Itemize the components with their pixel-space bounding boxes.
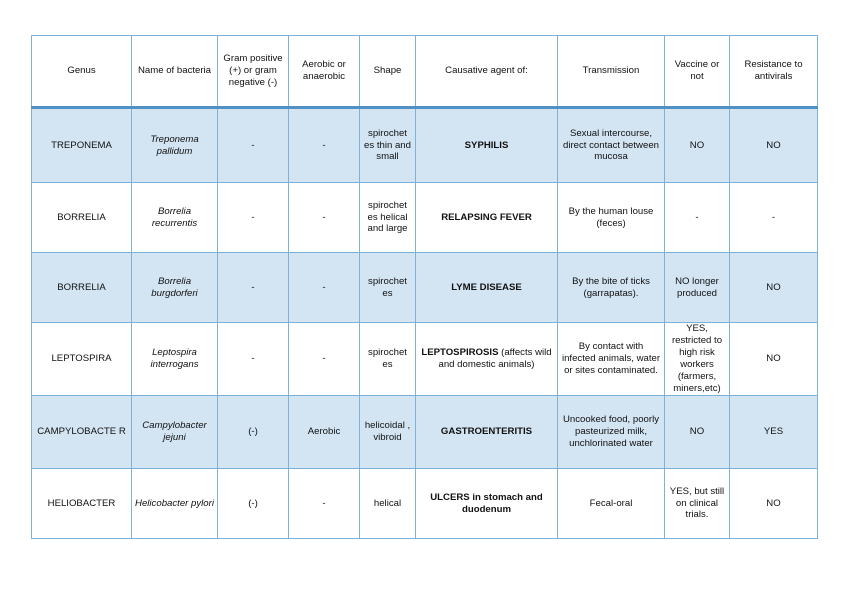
bacteria-name-cell: Borrelia burgdorferi xyxy=(132,253,218,323)
vaccine-cell: NO xyxy=(665,396,730,469)
header-disease: Causative agent of: xyxy=(416,36,558,108)
header-resistance: Resistance to antivirals xyxy=(730,36,818,108)
vaccine-cell: YES, restricted to high risk workers (farmers, miners,etc) xyxy=(665,323,730,396)
vaccine-cell: - xyxy=(665,183,730,253)
disease-name: SYPHILIS xyxy=(464,139,509,151)
genus-cell: LEPTOSPIRA xyxy=(32,323,132,396)
genus-cell: HELIOBACTER xyxy=(32,469,132,539)
resistance-cell: NO xyxy=(730,469,818,539)
table-row xyxy=(32,469,818,539)
header-genus: Genus xyxy=(32,36,132,108)
header-transmission: Transmission xyxy=(558,36,665,108)
header-row xyxy=(32,36,818,108)
transmission-cell: Uncooked food, poorly pasteurized milk, unchlorinated water xyxy=(558,396,665,469)
gram-cell: (-) xyxy=(218,469,289,539)
shape-cell: spirochet es xyxy=(360,323,416,396)
header-vaccine: Vaccine or not xyxy=(665,36,730,108)
resistance-cell: NO xyxy=(730,253,818,323)
bacteria-name-cell: Helicobacter pylori xyxy=(132,469,218,539)
vaccine-cell: YES, but still on clinical trials. xyxy=(665,469,730,539)
bacteria-name-cell: Campylobacter jejuni xyxy=(132,396,218,469)
header-gram: Gram positive (+) or gram negative (-) xyxy=(218,36,289,108)
resistance-cell: YES xyxy=(730,396,818,469)
table-row xyxy=(32,183,818,253)
resistance-cell: NO xyxy=(730,108,818,183)
bacteria-table xyxy=(31,35,818,539)
vaccine-cell: NO xyxy=(665,108,730,183)
table-row xyxy=(32,253,818,323)
genus-cell: BORRELIA xyxy=(32,183,132,253)
vaccine-cell: NO longer produced xyxy=(665,253,730,323)
genus-cell: TREPONEMA xyxy=(32,108,132,183)
header-aerobic: Aerobic or anaerobic xyxy=(289,36,360,108)
aerobic-cell: Aerobic xyxy=(289,396,360,469)
disease-name: LEPTOSPIROSIS xyxy=(421,347,499,359)
transmission-cell: By the human louse (feces) xyxy=(558,183,665,253)
disease-name: GASTROENTERITIS xyxy=(440,426,533,437)
shape-cell: spirochet es xyxy=(360,253,416,323)
disease-cell xyxy=(416,108,558,183)
aerobic-cell: - xyxy=(289,183,360,253)
shape-cell: spirochet es thin and small xyxy=(360,108,416,183)
disease-name: LYME DISEASE xyxy=(451,281,522,293)
transmission-cell: By the bite of ticks (garrapatas). xyxy=(558,253,665,323)
gram-cell: - xyxy=(218,253,289,323)
disease-name: RELAPSING FEVER xyxy=(441,211,532,223)
disease-name: ULCERS in stomach and duodenum xyxy=(430,491,543,515)
transmission-cell: Fecal-oral xyxy=(558,469,665,539)
genus-cell: CAMPYLOBACTE R xyxy=(32,396,132,469)
transmission-cell: Sexual intercourse, direct contact between mucosa xyxy=(558,108,665,183)
disease-cell xyxy=(416,396,558,469)
aerobic-cell: - xyxy=(289,323,360,396)
resistance-cell: NO xyxy=(730,323,818,396)
table-row xyxy=(32,108,818,183)
shape-cell: helical xyxy=(360,469,416,539)
disease-cell xyxy=(416,323,558,396)
bacteria-name-cell: Treponema pallidum xyxy=(132,108,218,183)
aerobic-cell: - xyxy=(289,108,360,183)
disease-cell xyxy=(416,469,558,539)
header-name: Name of bacteria xyxy=(132,36,218,108)
shape-cell: helicoidal , vibroid xyxy=(360,396,416,469)
genus-cell: BORRELIA xyxy=(32,253,132,323)
aerobic-cell: - xyxy=(289,253,360,323)
gram-cell: - xyxy=(218,183,289,253)
bacteria-name-cell: Leptospira interrogans xyxy=(132,323,218,396)
gram-cell: - xyxy=(218,108,289,183)
transmission-cell: By contact with infected animals, water or sites contaminated. xyxy=(558,323,665,396)
table-row xyxy=(32,323,818,396)
table-row xyxy=(32,396,818,469)
header-shape: Shape xyxy=(360,36,416,108)
disease-note: (affects wild and domestic animals) xyxy=(438,347,552,370)
disease-cell xyxy=(416,253,558,323)
gram-cell: (-) xyxy=(218,396,289,469)
gram-cell: - xyxy=(218,323,289,396)
shape-cell: spirochet es helical and large xyxy=(360,183,416,253)
bacteria-name-cell: Borrelia recurrentis xyxy=(132,183,218,253)
disease-cell xyxy=(416,183,558,253)
aerobic-cell: - xyxy=(289,469,360,539)
resistance-cell: - xyxy=(730,183,818,253)
